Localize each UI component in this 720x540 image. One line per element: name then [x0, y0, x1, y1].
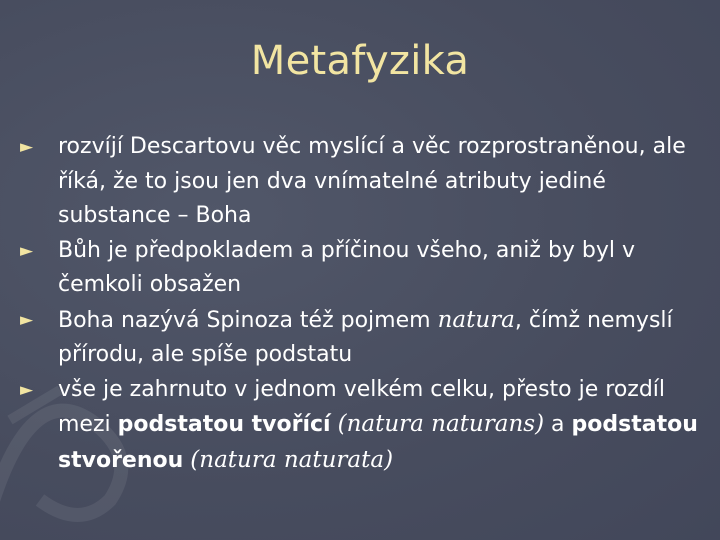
right-pointer-icon: ►	[20, 137, 34, 157]
italic-term: (natura naturata)	[190, 446, 394, 473]
right-pointer-icon: ►	[20, 379, 34, 400]
italic-term: natura	[437, 306, 515, 333]
bullet-text: Boha nazývá Spinoza též pojmem	[58, 307, 438, 333]
bullet-item	[20, 303, 710, 373]
bullet-text: Bůh je předpokladem a příčinou všeho, aniž by byl v čemkoli obsažen	[58, 237, 636, 297]
bullet-text	[331, 412, 338, 437]
bullet-list	[20, 130, 710, 478]
bullet-item	[20, 373, 710, 479]
bullet-text: , čímž nemyslí přírodu, ale spíše podstatu	[58, 307, 673, 367]
bullet-text: vše je zahrnuto v jednom velkém celku, přesto je rozdíl mezi	[58, 376, 666, 437]
bold-term: podstatou stvořenou	[58, 412, 698, 473]
right-pointer-icon: ►	[20, 240, 34, 261]
right-pointer-icon: ►	[20, 309, 34, 330]
slide-title: Metafyzika	[250, 38, 470, 84]
bold-term: podstatou tvořící	[117, 412, 331, 437]
bullet-item	[20, 234, 710, 303]
bullet-item	[20, 130, 710, 234]
bullet-text: a	[544, 412, 572, 437]
italic-term: (natura naturans)	[337, 411, 545, 437]
bullet-text: rozvíjí Descartovu věc myslící a věc rozprostraněnou, ale říká, že to jsou jen dva vnímatelné atributy jediné substance – Boha	[58, 134, 686, 228]
